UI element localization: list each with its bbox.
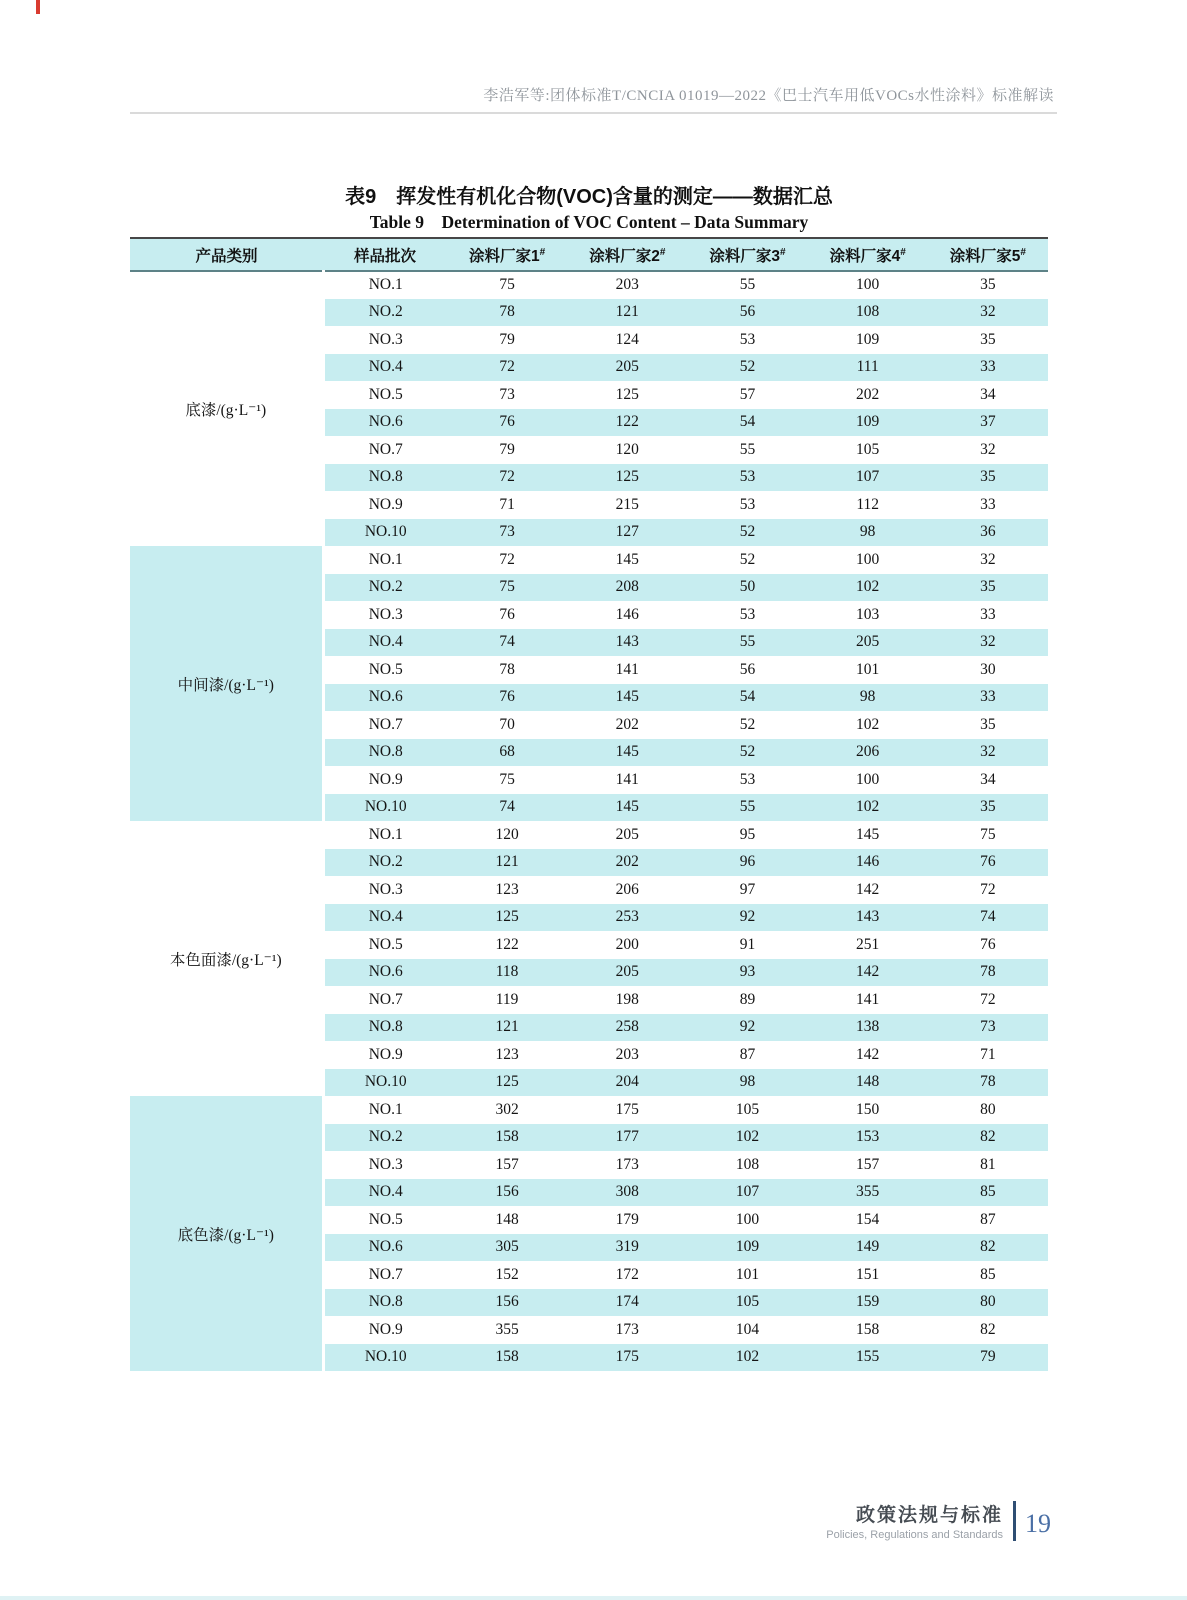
value-cell: 82 — [980, 1320, 996, 1338]
value-cell: 89 — [739, 990, 756, 1008]
batch-cell: NO.1 — [368, 550, 403, 568]
value-cell: 78 — [499, 660, 515, 678]
batch-cell: NO.1 — [368, 276, 403, 294]
value-cell: 158 — [856, 1320, 880, 1338]
value-cell: 32 — [980, 440, 996, 458]
value-cell: 55 — [687, 629, 807, 657]
value-cell: 109 — [687, 1234, 807, 1262]
value-cell: 30 — [980, 660, 996, 678]
value-cell: 142 — [856, 1045, 880, 1063]
value-cell: 142 — [808, 959, 928, 987]
voc-table-header — [130, 238, 1048, 271]
batch-cell: NO.5 — [368, 1210, 403, 1228]
value-cell: 102 — [687, 1124, 807, 1152]
batch-cell: NO.6 — [323, 409, 447, 437]
value-cell: 120 — [495, 825, 519, 843]
value-cell: 125 — [447, 1069, 567, 1097]
value-cell: 208 — [567, 574, 687, 602]
value-cell: 76 — [447, 684, 567, 712]
value-cell: 55 — [739, 276, 756, 294]
footer-divider — [1013, 1501, 1016, 1541]
table-row — [130, 546, 1048, 574]
value-cell: 53 — [739, 330, 756, 348]
value-cell: 34 — [980, 770, 996, 788]
column-header-factory-2: 涂料厂家2# — [567, 238, 687, 271]
superscript-hash: # — [539, 246, 546, 258]
value-cell: 118 — [447, 959, 567, 987]
value-cell: 108 — [735, 1155, 760, 1173]
value-cell: 37 — [928, 409, 1048, 437]
value-cell: 148 — [495, 1210, 519, 1228]
value-cell: 82 — [928, 1124, 1048, 1152]
value-cell: 56 — [739, 660, 756, 678]
value-cell: 123 — [495, 880, 519, 898]
batch-cell: NO.6 — [323, 1234, 447, 1262]
value-cell: 52 — [739, 550, 756, 568]
value-cell: 55 — [739, 440, 756, 458]
value-cell: 119 — [495, 990, 519, 1008]
value-cell: 202 — [615, 715, 639, 733]
value-cell: 112 — [856, 495, 879, 513]
value-cell: 100 — [856, 276, 880, 294]
value-cell: 71 — [980, 1045, 996, 1063]
value-cell: 107 — [808, 464, 928, 492]
value-cell: 98 — [808, 684, 928, 712]
value-cell: 206 — [808, 739, 928, 767]
value-cell: 145 — [615, 550, 639, 568]
value-cell: 79 — [499, 330, 515, 348]
value-cell: 34 — [980, 385, 996, 403]
value-cell: 35 — [928, 794, 1048, 822]
value-cell: 74 — [447, 794, 567, 822]
batch-cell: NO.2 — [323, 1124, 447, 1152]
value-cell: 120 — [615, 440, 639, 458]
value-cell: 200 — [615, 935, 639, 953]
superscript-hash: # — [900, 246, 906, 258]
batch-cell: NO.8 — [323, 739, 447, 767]
value-cell: 175 — [615, 1100, 639, 1118]
value-cell: 105 — [856, 440, 880, 458]
value-cell: 100 — [735, 1210, 760, 1228]
value-cell: 123 — [495, 1045, 519, 1063]
value-cell: 102 — [687, 1344, 807, 1372]
value-cell: 302 — [495, 1100, 519, 1118]
value-cell: 92 — [687, 904, 807, 932]
value-cell: 75 — [447, 574, 567, 602]
value-cell: 156 — [447, 1289, 567, 1317]
column-header-category: 产品类别 — [130, 238, 323, 271]
batch-cell: NO.5 — [368, 385, 403, 403]
value-cell: 54 — [687, 684, 807, 712]
value-cell: 32 — [980, 550, 996, 568]
value-cell: 32 — [928, 299, 1048, 327]
value-cell: 355 — [495, 1320, 519, 1338]
column-header-factory-1: 涂料厂家1# — [447, 238, 567, 271]
value-cell: 32 — [928, 739, 1048, 767]
page-corner-red-mark — [36, 0, 40, 14]
value-cell: 75 — [499, 276, 515, 294]
value-cell: 53 — [687, 464, 807, 492]
category-cell: 中间漆/(g·L⁻¹) — [130, 546, 323, 821]
value-cell: 53 — [739, 770, 756, 788]
value-cell: 146 — [615, 605, 639, 623]
value-cell: 308 — [567, 1179, 687, 1207]
batch-cell: NO.7 — [368, 1265, 403, 1283]
value-cell: 76 — [928, 849, 1048, 877]
batch-cell: NO.6 — [323, 959, 447, 987]
value-cell: 73 — [447, 519, 567, 547]
value-cell: 251 — [856, 935, 880, 953]
value-cell: 121 — [447, 849, 567, 877]
header-rule — [130, 112, 1057, 114]
batch-cell: NO.10 — [323, 1069, 447, 1097]
value-cell: 52 — [739, 715, 756, 733]
value-cell: 205 — [615, 825, 639, 843]
value-cell: 74 — [447, 629, 567, 657]
batch-cell: NO.7 — [368, 990, 403, 1008]
value-cell: 76 — [980, 935, 996, 953]
batch-cell: NO.2 — [323, 849, 447, 877]
batch-cell: NO.10 — [323, 794, 447, 822]
category-cell: 本色面漆/(g·L⁻¹) — [130, 821, 323, 1096]
value-cell: 111 — [808, 354, 928, 382]
value-cell: 35 — [980, 330, 996, 348]
value-cell: 72 — [447, 354, 567, 382]
value-cell: 95 — [739, 825, 756, 843]
value-cell: 198 — [615, 990, 639, 1008]
value-cell: 121 — [447, 1014, 567, 1042]
value-cell: 35 — [980, 276, 996, 294]
value-cell: 73 — [499, 385, 515, 403]
batch-cell: NO.9 — [368, 1045, 403, 1063]
value-cell: 205 — [567, 959, 687, 987]
table-row — [130, 271, 1048, 299]
value-cell: 305 — [447, 1234, 567, 1262]
value-cell: 55 — [687, 794, 807, 822]
batch-cell: NO.8 — [323, 1289, 447, 1317]
value-cell: 100 — [856, 770, 880, 788]
value-cell: 35 — [928, 574, 1048, 602]
batch-cell: NO.7 — [368, 715, 403, 733]
batch-cell: NO.9 — [368, 1320, 403, 1338]
value-cell: 70 — [499, 715, 515, 733]
page-bottom-edge — [0, 1596, 1187, 1600]
value-cell: 141 — [856, 990, 880, 1008]
value-cell: 142 — [856, 880, 880, 898]
value-cell: 81 — [980, 1155, 996, 1173]
batch-cell: NO.9 — [368, 770, 403, 788]
value-cell: 79 — [928, 1344, 1048, 1372]
batch-cell: NO.7 — [368, 440, 403, 458]
value-cell: 101 — [856, 660, 880, 678]
value-cell: 204 — [567, 1069, 687, 1097]
value-cell: 177 — [567, 1124, 687, 1152]
value-cell: 149 — [808, 1234, 928, 1262]
value-cell: 143 — [808, 904, 928, 932]
value-cell: 35 — [928, 464, 1048, 492]
value-cell: 103 — [856, 605, 880, 623]
value-cell: 173 — [615, 1320, 639, 1338]
value-cell: 75 — [499, 770, 515, 788]
batch-cell: NO.4 — [323, 354, 447, 382]
value-cell: 104 — [735, 1320, 760, 1338]
value-cell: 138 — [808, 1014, 928, 1042]
value-cell: 85 — [980, 1265, 996, 1283]
batch-cell: NO.4 — [323, 1179, 447, 1207]
value-cell: 36 — [928, 519, 1048, 547]
value-cell: 85 — [928, 1179, 1048, 1207]
value-cell: 157 — [495, 1155, 519, 1173]
value-cell: 72 — [499, 550, 515, 568]
value-cell: 93 — [687, 959, 807, 987]
voc-table-body — [130, 271, 1048, 1371]
value-cell: 53 — [739, 495, 756, 513]
value-cell: 33 — [928, 354, 1048, 382]
batch-cell: NO.1 — [368, 1100, 403, 1118]
batch-cell: NO.4 — [323, 629, 447, 657]
value-cell: 145 — [567, 684, 687, 712]
value-cell: 146 — [808, 849, 928, 877]
value-cell: 73 — [928, 1014, 1048, 1042]
value-cell: 202 — [856, 385, 880, 403]
value-cell: 71 — [499, 495, 515, 513]
value-cell: 172 — [615, 1265, 639, 1283]
value-cell: 143 — [567, 629, 687, 657]
value-cell: 72 — [980, 880, 996, 898]
value-cell: 87 — [739, 1045, 756, 1063]
value-cell: 75 — [980, 825, 996, 843]
value-cell: 122 — [495, 935, 519, 953]
value-cell: 98 — [808, 519, 928, 547]
batch-cell: NO.3 — [368, 605, 403, 623]
voc-table — [130, 237, 1048, 1371]
column-header-factory-3: 涂料厂家3# — [687, 238, 807, 271]
value-cell: 33 — [980, 605, 996, 623]
value-cell: 156 — [447, 1179, 567, 1207]
value-cell: 35 — [980, 715, 996, 733]
value-cell: 52 — [687, 354, 807, 382]
page-footer — [826, 1500, 1051, 1541]
value-cell: 50 — [687, 574, 807, 602]
value-cell: 80 — [928, 1289, 1048, 1317]
value-cell: 109 — [856, 330, 880, 348]
batch-cell: NO.2 — [323, 574, 447, 602]
batch-cell: NO.5 — [368, 660, 403, 678]
batch-cell: NO.2 — [323, 299, 447, 327]
table-row — [130, 821, 1048, 849]
superscript-hash: # — [1020, 246, 1026, 258]
value-cell: 158 — [447, 1124, 567, 1152]
value-cell: 152 — [495, 1265, 519, 1283]
value-cell: 78 — [928, 1069, 1048, 1097]
page-number: 19 — [1025, 1508, 1051, 1538]
running-head: 李浩军等:团体标准T/CNCIA 01019—2022《巴士汽车用低VOCs水性涂料》标准解读 — [483, 88, 1054, 104]
value-cell: 355 — [808, 1179, 928, 1207]
value-cell: 150 — [856, 1100, 880, 1118]
value-cell: 205 — [808, 629, 928, 657]
value-cell: 159 — [808, 1289, 928, 1317]
value-cell: 96 — [687, 849, 807, 877]
value-cell: 151 — [856, 1265, 880, 1283]
value-cell: 174 — [567, 1289, 687, 1317]
batch-cell: NO.5 — [368, 935, 403, 953]
value-cell: 125 — [615, 385, 639, 403]
value-cell: 145 — [856, 825, 880, 843]
value-cell: 157 — [856, 1155, 880, 1173]
value-cell: 107 — [687, 1179, 807, 1207]
column-header-batch: 样品批次 — [323, 238, 447, 271]
value-cell: 145 — [567, 739, 687, 767]
value-cell: 82 — [928, 1234, 1048, 1262]
superscript-hash: # — [659, 246, 666, 258]
value-cell: 158 — [447, 1344, 567, 1372]
value-cell: 102 — [808, 794, 928, 822]
batch-cell: NO.3 — [368, 880, 403, 898]
batch-cell: NO.6 — [323, 684, 447, 712]
value-cell: 97 — [739, 880, 756, 898]
value-cell: 148 — [808, 1069, 928, 1097]
value-cell: 124 — [615, 330, 639, 348]
value-cell: 125 — [447, 904, 567, 932]
value-cell: 203 — [615, 276, 639, 294]
value-cell: 98 — [687, 1069, 807, 1097]
value-cell: 68 — [447, 739, 567, 767]
value-cell: 102 — [856, 715, 880, 733]
value-cell: 74 — [928, 904, 1048, 932]
value-cell: 141 — [615, 660, 639, 678]
batch-cell: NO.8 — [323, 464, 447, 492]
value-cell: 56 — [687, 299, 807, 327]
value-cell: 155 — [808, 1344, 928, 1372]
batch-cell: NO.10 — [323, 519, 447, 547]
value-cell: 32 — [928, 629, 1048, 657]
value-cell: 76 — [499, 605, 515, 623]
batch-cell: NO.10 — [323, 1344, 447, 1372]
value-cell: 253 — [567, 904, 687, 932]
value-cell: 121 — [567, 299, 687, 327]
category-cell: 底色漆/(g·L⁻¹) — [130, 1096, 323, 1371]
value-cell: 72 — [980, 990, 996, 1008]
value-cell: 179 — [615, 1210, 639, 1228]
value-cell: 145 — [567, 794, 687, 822]
value-cell: 203 — [615, 1045, 639, 1063]
superscript-hash: # — [780, 246, 786, 258]
value-cell: 100 — [856, 550, 880, 568]
value-cell: 105 — [687, 1289, 807, 1317]
value-cell: 109 — [808, 409, 928, 437]
value-cell: 78 — [928, 959, 1048, 987]
value-cell: 215 — [615, 495, 639, 513]
value-cell: 52 — [687, 739, 807, 767]
value-cell: 206 — [615, 880, 639, 898]
batch-cell: NO.1 — [368, 825, 403, 843]
value-cell: 57 — [739, 385, 756, 403]
value-cell: 33 — [928, 684, 1048, 712]
value-cell: 108 — [808, 299, 928, 327]
value-cell: 78 — [447, 299, 567, 327]
value-cell: 153 — [808, 1124, 928, 1152]
value-cell: 205 — [567, 354, 687, 382]
value-cell: 102 — [808, 574, 928, 602]
batch-cell: NO.3 — [368, 1155, 403, 1173]
batch-cell: NO.4 — [323, 904, 447, 932]
table-title-en: Table 9 Determination of VOC Content – Data Summary — [369, 212, 809, 232]
value-cell: 72 — [447, 464, 567, 492]
value-cell: 53 — [739, 605, 756, 623]
value-cell: 175 — [567, 1344, 687, 1372]
table-row — [130, 1096, 1048, 1124]
value-cell: 33 — [980, 495, 996, 513]
batch-cell: NO.8 — [323, 1014, 447, 1042]
value-cell: 202 — [567, 849, 687, 877]
value-cell: 258 — [567, 1014, 687, 1042]
value-cell: 79 — [499, 440, 515, 458]
column-header-factory-4: 涂料厂家4# — [808, 238, 928, 271]
value-cell: 54 — [687, 409, 807, 437]
column-header-factory-5: 涂料厂家5# — [928, 238, 1048, 271]
value-cell: 91 — [739, 935, 756, 953]
value-cell: 76 — [447, 409, 567, 437]
value-cell: 141 — [615, 770, 639, 788]
value-cell: 80 — [980, 1100, 996, 1118]
batch-cell: NO.9 — [368, 495, 403, 513]
footer-section-title-zh: 政策法规与标准 — [855, 1505, 1003, 1526]
value-cell: 127 — [567, 519, 687, 547]
value-cell: 92 — [687, 1014, 807, 1042]
table-title-zh: 表9 挥发性有机化合物(VOC)含量的测定——数据汇总 — [345, 186, 833, 208]
value-cell: 154 — [856, 1210, 880, 1228]
batch-cell: NO.3 — [368, 330, 403, 348]
value-cell: 125 — [567, 464, 687, 492]
value-cell: 173 — [615, 1155, 639, 1173]
value-cell: 52 — [687, 519, 807, 547]
value-cell: 101 — [735, 1265, 760, 1283]
category-cell: 底漆/(g·L⁻¹) — [130, 271, 323, 546]
value-cell: 105 — [735, 1100, 760, 1118]
value-cell: 122 — [567, 409, 687, 437]
footer-section-title-en: Policies, Regulations and Standards — [826, 1529, 1003, 1541]
value-cell: 319 — [567, 1234, 687, 1262]
value-cell: 87 — [980, 1210, 996, 1228]
